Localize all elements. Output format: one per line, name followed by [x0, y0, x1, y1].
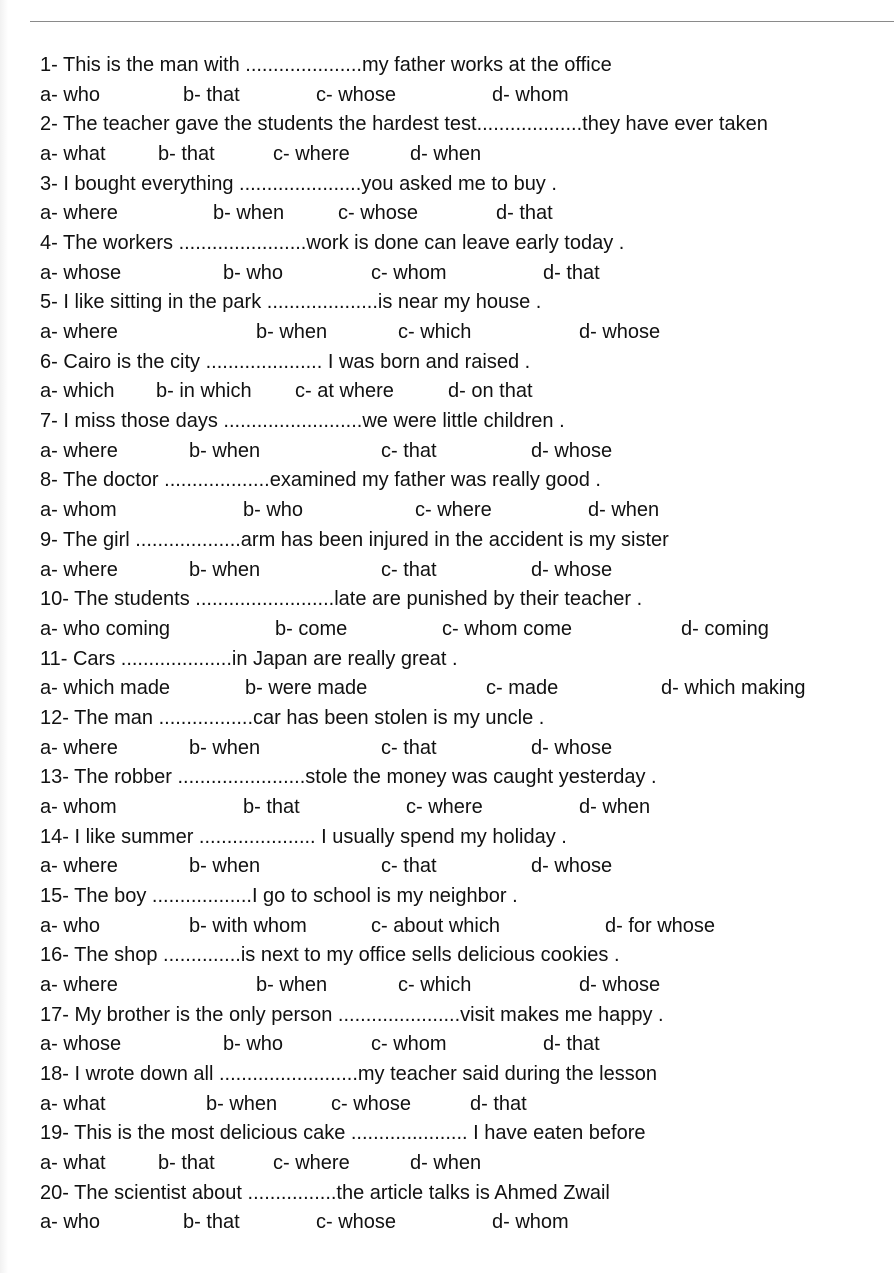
- answer-option: a- where: [40, 973, 118, 996]
- answer-option: c- that: [381, 558, 437, 581]
- answer-option: d- for whose: [605, 914, 716, 937]
- question-text: 6- Cairo is the city ..................... I was born and raised .: [40, 350, 531, 373]
- question-text: 16- The shop ..............is next to my office sells delicious cookies .: [40, 944, 620, 967]
- answer-option: c- where: [406, 795, 483, 818]
- answer-option: d- whose: [531, 558, 613, 581]
- answer-option: b- were made: [245, 677, 368, 700]
- top-rule: [30, 21, 894, 22]
- answer-option: b- in which: [156, 380, 252, 403]
- question-text: 20- The scientist about ................the article talks is Ahmed Zwail: [40, 1181, 610, 1204]
- question-text: 14- I like summer ..................... I usually spend my holiday .: [40, 825, 567, 848]
- answer-option: b- who: [223, 1033, 284, 1056]
- question-text: 4- The workers .......................work is done can leave early today .: [40, 232, 625, 255]
- answer-option: c- that: [381, 736, 437, 759]
- question-text: 11- Cars ....................in Japan are really great .: [40, 647, 458, 670]
- answer-option: d- when: [410, 143, 482, 166]
- question-text: 13- The robber .......................stole the money was caught yesterday .: [40, 766, 657, 789]
- answer-option: b- who: [243, 499, 304, 522]
- answer-option: c- where: [273, 1152, 350, 1174]
- answer-option: b- when: [189, 558, 261, 581]
- answer-option: a- where: [40, 321, 118, 344]
- question-text: 18- I wrote down all .........................my teacher said during the lesson: [40, 1062, 657, 1085]
- answer-option: b- come: [275, 617, 348, 640]
- answer-option: c- that: [381, 439, 437, 462]
- answer-option: c- at where: [295, 380, 394, 403]
- answer-option: d- whose: [531, 855, 613, 878]
- question-text: 8- The doctor ...................examined my father was really good .: [40, 469, 601, 492]
- answer-option: a- whose: [40, 1033, 122, 1056]
- answer-option: a- who: [40, 83, 101, 106]
- answer-option: d- which making: [661, 677, 806, 700]
- answer-option: a- who: [40, 914, 101, 937]
- answer-option: a- whose: [40, 261, 122, 284]
- answer-option: a- where: [40, 202, 118, 225]
- answer-option: a- what: [40, 1092, 106, 1115]
- answer-option: d- whose: [531, 439, 613, 462]
- answer-option: b- that: [183, 83, 240, 106]
- answer-option: c- whose: [316, 83, 397, 106]
- answer-option: a- whom: [40, 795, 117, 818]
- answer-option: c- which: [398, 321, 472, 344]
- answer-option: d- when: [588, 499, 660, 522]
- answer-option: c- whose: [316, 1211, 397, 1234]
- question-text: 1- This is the man with .....................my father works at the office: [40, 54, 612, 76]
- question-text: 9- The girl ...................arm has been injured in the accident is my sister: [40, 528, 669, 551]
- answer-option: b- when: [189, 439, 261, 462]
- answer-option: c- whom come: [442, 617, 573, 640]
- answer-option: a- who coming: [40, 617, 171, 640]
- answer-option: a- where: [40, 855, 118, 878]
- answer-option: d- whose: [531, 736, 613, 759]
- answer-option: b- who: [223, 261, 284, 284]
- answer-option: d- coming: [681, 617, 769, 640]
- answer-option: b- when: [256, 321, 328, 344]
- answer-option: b- that: [158, 1152, 215, 1174]
- answer-option: a- what: [40, 143, 106, 166]
- question-text: 19- This is the most delicious cake ..................... I have eaten before: [40, 1122, 646, 1145]
- answer-option: b- when: [213, 202, 285, 225]
- answer-option: c- that: [381, 855, 437, 878]
- answer-option: c- whose: [338, 202, 419, 225]
- answer-option: c- made: [486, 677, 559, 700]
- answer-option: d- that: [543, 261, 600, 284]
- answer-option: a- which made: [40, 677, 171, 700]
- answer-option: b- with whom: [189, 914, 307, 937]
- question-text: 5- I like sitting in the park ....................is near my house .: [40, 291, 542, 314]
- answer-option: a- where: [40, 736, 118, 759]
- answer-option: b- that: [243, 795, 300, 818]
- answer-option: a- whom: [40, 499, 117, 522]
- answer-option: d- when: [579, 795, 651, 818]
- question-text: 7- I miss those days .........................we were little children .: [40, 410, 565, 433]
- answer-option: d- that: [496, 202, 553, 225]
- answer-option: b- when: [206, 1092, 278, 1115]
- answer-option: c- where: [273, 143, 350, 166]
- answer-option: c- whom: [371, 261, 447, 284]
- answer-option: c- about which: [371, 914, 500, 937]
- answer-option: a- what: [40, 1152, 106, 1174]
- answer-option: c- where: [415, 499, 492, 522]
- answer-option: b- that: [158, 143, 215, 166]
- question-text: 15- The boy ..................I go to school is my neighbor .: [40, 884, 518, 907]
- answer-option: d- whom: [492, 83, 569, 106]
- answer-option: b- that: [183, 1211, 240, 1234]
- answer-option: a- where: [40, 439, 118, 462]
- answer-option: a- which: [40, 380, 115, 403]
- question-text: 17- My brother is the only person ......................visit makes me happy .: [40, 1003, 664, 1026]
- answer-option: d- whom: [492, 1211, 569, 1234]
- answer-option: d- on that: [448, 380, 533, 403]
- answer-option: b- when: [256, 973, 328, 996]
- page-edge: [0, 0, 8, 1273]
- question-text: 12- The man .................car has been stolen is my uncle .: [40, 706, 545, 729]
- answer-option: d- whose: [579, 973, 661, 996]
- answer-option: a- where: [40, 558, 118, 581]
- answer-option: d- that: [470, 1092, 527, 1115]
- answer-option: d- when: [410, 1152, 482, 1174]
- answer-option: a- who: [40, 1211, 101, 1234]
- question-text: 10- The students .........................late are punished by their teacher .: [40, 588, 643, 611]
- answer-option: b- when: [189, 855, 261, 878]
- question-text: 3- I bought everything ......................you asked me to buy .: [40, 172, 557, 195]
- answer-option: c- whom: [371, 1033, 447, 1056]
- answer-option: c- which: [398, 973, 472, 996]
- answer-option: d- that: [543, 1033, 600, 1056]
- answer-option: b- when: [189, 736, 261, 759]
- answer-option: c- whose: [331, 1092, 412, 1115]
- question-text: 2- The teacher gave the students the hardest test...................they have ever taken: [40, 113, 768, 136]
- answer-option: d- whose: [579, 321, 661, 344]
